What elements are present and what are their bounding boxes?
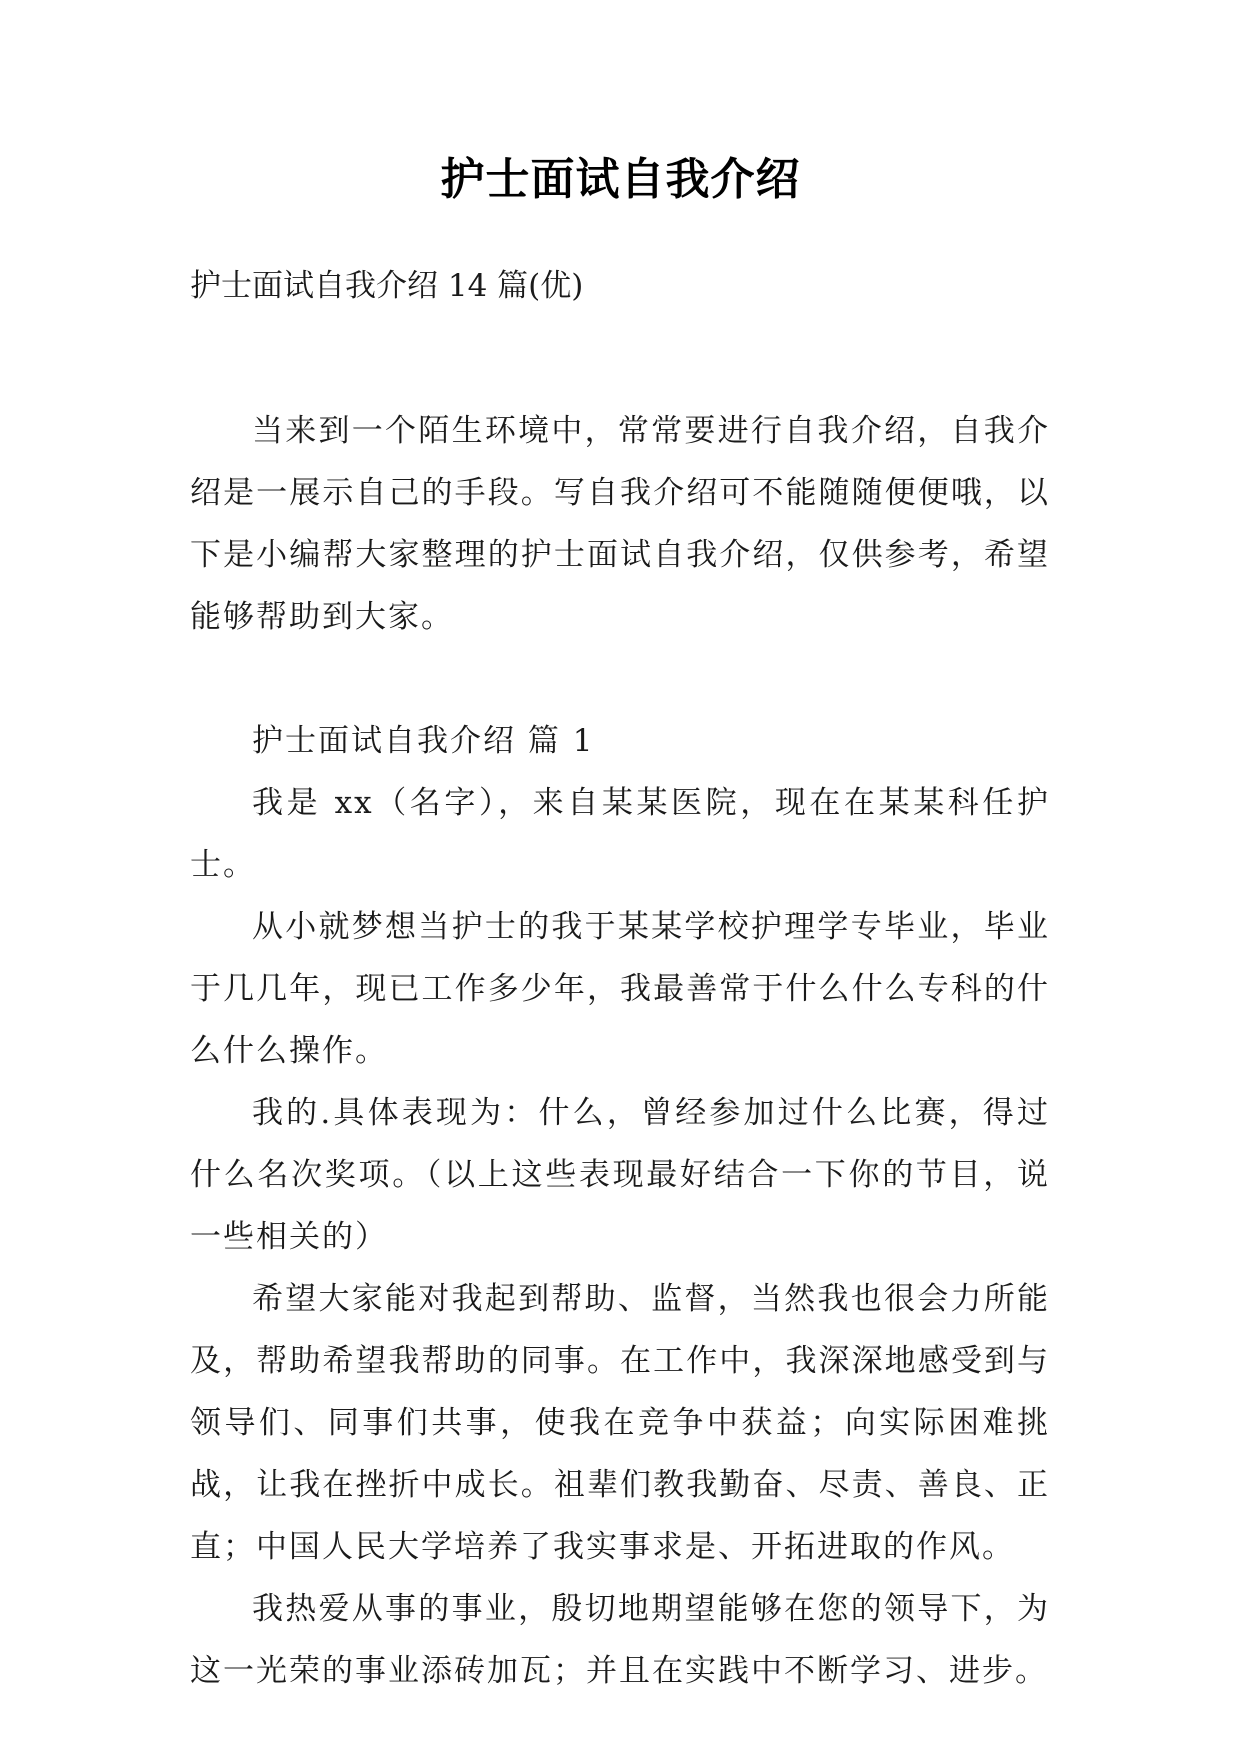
body-paragraph: 我是 xx（名字），来自某某医院，现在在某某科任护士。 (190, 785, 1050, 883)
section-heading: 护士面试自我介绍 篇 1 (252, 723, 595, 759)
body-paragraph: 希望大家能对我起到帮助、监督，当然我也很会力所能及，帮助希望我帮助的同事。在工作中，我深深地感受到与领导们、同事们共事，使我在竞争中获益；向实际困难挑战，让我在挫折中成长。祖辈们教我勤奋、尽责、善良、正直；中国人民大学培养了我实事求是、开拓进取的作风。 (190, 1281, 1050, 1565)
body-paragraph: 我热爱从事的事业，殷切地期望能够在您的领导下，为这一光荣的事业添砖加瓦；并且在实践中不断学习、进步。 (190, 1591, 1050, 1689)
body-paragraph: 从小就梦想当护士的我于某某学校护理学专毕业，毕业于几几年，现已工作多少年，我最善常于什么什么专科的什么什么操作。 (190, 909, 1050, 1069)
intro-paragraph: 当来到一个陌生环境中，常常要进行自我介绍，自我介绍是一展示自己的手段。写自我介绍可不能随随便便哦，以下是小编帮大家整理的护士面试自我介绍，仅供参考，希望能够帮助到大家。 (190, 413, 1050, 635)
document-title: 护士面试自我介绍 (440, 154, 801, 205)
document-body (190, 400, 1050, 1702)
document-subtitle: 护士面试自我介绍 14 篇(优) (190, 268, 584, 304)
body-paragraph: 我的.具体表现为：什么，曾经参加过什么比赛，得过什么名次奖项。（以上这些表现最好结合一下你的节目，说一些相关的） (190, 1095, 1050, 1255)
